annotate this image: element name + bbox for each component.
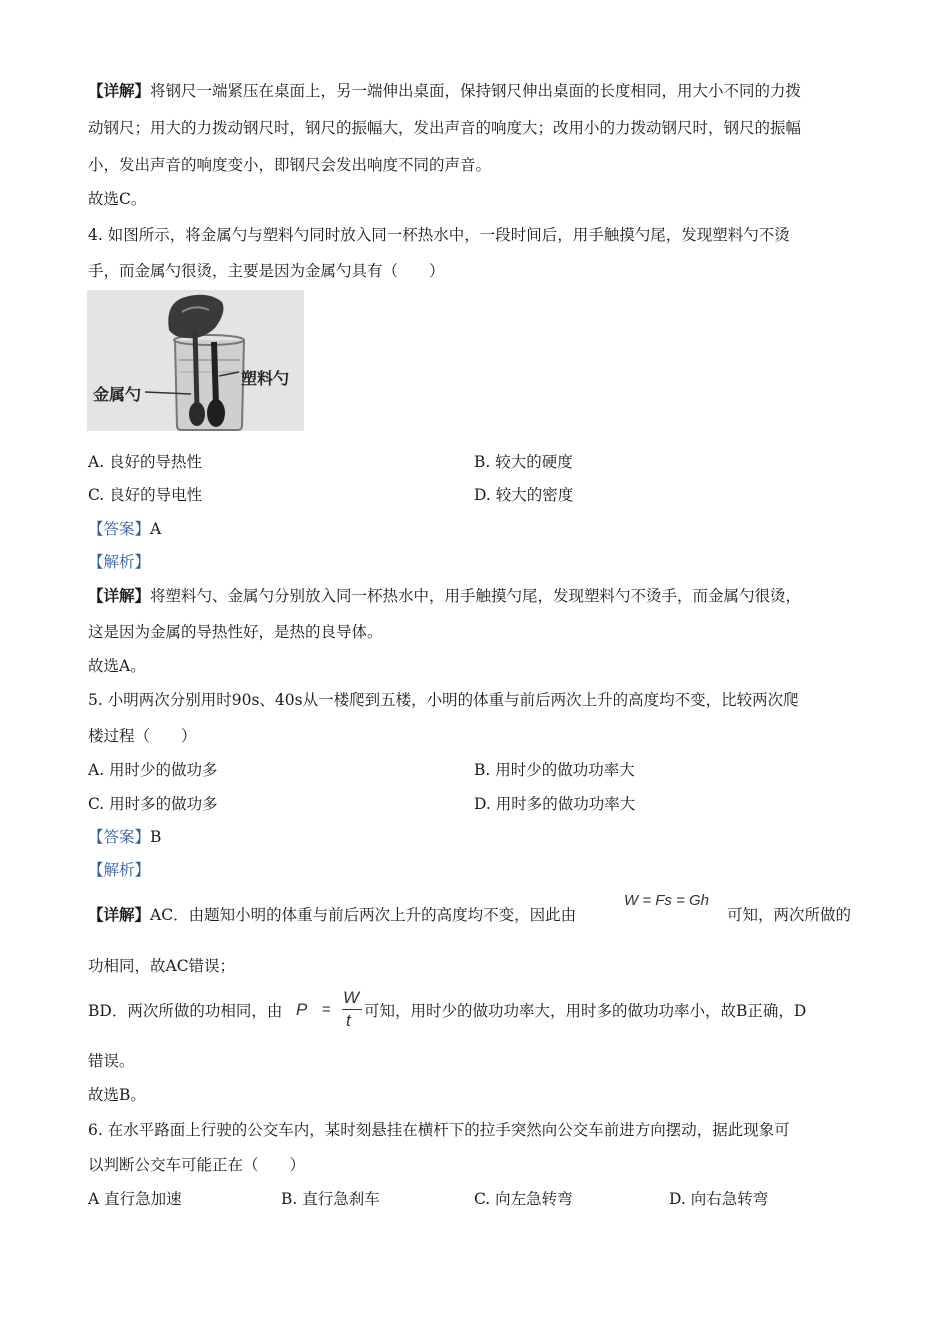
detail-text-line: 动钢尺；用大的力拨动钢尺时，钢尺的振幅大，发出声音的响度大；改用小的力拨动钢尺时，钢尺的振幅 bbox=[88, 119, 802, 137]
question-4-stem: 4. 如图所示，将金属勺与塑料勺同时放入同一杯热水中，一段时间后，用手触摸勺尾，发现塑料勺不烫 bbox=[88, 226, 790, 244]
question-5-detail-ac bbox=[88, 905, 576, 925]
question-6-option-d: D. 向右急转弯 bbox=[669, 1190, 769, 1208]
detail-text-tail: 可知，用时少的做功功率大，用时多的做功功率小，故B正确，D bbox=[364, 1002, 807, 1020]
detail-text-tail: 可知，两次所做的 bbox=[727, 906, 852, 924]
question-4-stem-cont: 手，而金属勺很烫，主要是因为金属勺具有（ ） bbox=[88, 262, 445, 280]
question-4-option-a: A. 良好的导热性 bbox=[88, 453, 203, 471]
question-5-answer bbox=[88, 827, 161, 847]
question-4-option-d: D. 较大的密度 bbox=[474, 486, 574, 504]
question-5-option-a: A. 用时少的做功多 bbox=[88, 761, 218, 779]
question-5-option-c: C. 用时多的做功多 bbox=[88, 795, 218, 813]
fraction-bar bbox=[342, 1009, 362, 1010]
question-5-stem-cont: 楼过程（ ） bbox=[88, 727, 197, 745]
detail-text-line: 小，发出声音的响度变小，即钢尺会发出响度不同的声音。 bbox=[88, 156, 492, 174]
question-5-option-d: D. 用时多的做功功率大 bbox=[474, 795, 636, 813]
question-5-conclusion: 故选B。 bbox=[88, 1086, 146, 1104]
answer-value: B bbox=[150, 828, 162, 846]
work-formula: W = Fs = Gh bbox=[624, 892, 710, 909]
question-5-stem: 5. 小明两次分别用时90s、40s从一楼爬到五楼，小明的体重与前后两次上升的高度均不变，比较两次爬 bbox=[88, 691, 799, 709]
question-4-conclusion: 故选A。 bbox=[88, 657, 146, 675]
detail-tag: 【详解】 bbox=[88, 905, 151, 924]
question-4-option-b: B. 较大的硬度 bbox=[474, 453, 573, 471]
fraction-numerator: W bbox=[343, 988, 360, 1007]
beaker-illustration bbox=[87, 290, 304, 431]
question-4-detail bbox=[88, 586, 801, 606]
equals-sign: = bbox=[322, 1001, 331, 1018]
fraction-denominator: t bbox=[346, 1011, 351, 1030]
question-4-detail-cont: 这是因为金属的导热性好，是热的良导体。 bbox=[88, 623, 383, 641]
answer-tag: 【答案】 bbox=[88, 828, 151, 846]
conclusion: 故选C。 bbox=[88, 190, 147, 208]
question-5-option-b: B. 用时少的做功功率大 bbox=[474, 761, 635, 779]
question-6-option-b: B. 直行急刹车 bbox=[281, 1190, 380, 1208]
question-6-stem-cont: 以判断公交车可能正在（ ） bbox=[88, 1156, 306, 1174]
spoons-in-beaker-figure bbox=[87, 290, 304, 431]
question-6-option-c: C. 向左急转弯 bbox=[474, 1190, 573, 1208]
detail-paragraph bbox=[88, 81, 801, 101]
plastic-spoon-label: 塑料勺 bbox=[241, 369, 290, 388]
question-5-detail-ac-cont: 功相同，故AC错误； bbox=[88, 957, 236, 975]
answer-value: A bbox=[150, 520, 162, 538]
question-4-option-c: C. 良好的导电性 bbox=[88, 486, 203, 504]
metal-spoon-label: 金属勺 bbox=[93, 385, 142, 404]
question-5-detail-bd-cont: 错误。 bbox=[88, 1052, 135, 1070]
question-5-detail-bd: BD．两次所做的功相同，由 bbox=[88, 1002, 283, 1020]
question-4-analysis-tag: 【解析】 bbox=[88, 553, 151, 571]
power-symbol: P bbox=[296, 1000, 308, 1019]
detail-text: AC．由题知小明的体重与前后两次上升的高度均不变，因此由 bbox=[150, 906, 577, 924]
detail-tag: 【详解】 bbox=[88, 81, 151, 100]
question-4-answer bbox=[88, 519, 161, 539]
detail-text: 将塑料勺、金属勺分别放入同一杯热水中，用手触摸勺尾，发现塑料勺不烫手，而金属勺很烫， bbox=[150, 587, 802, 605]
detail-text: 将钢尺一端紧压在桌面上，另一端伸出桌面，保持钢尺伸出桌面的长度相同，用大小不同的力拨 bbox=[150, 82, 802, 100]
question-5-analysis-tag: 【解析】 bbox=[88, 861, 151, 879]
answer-tag: 【答案】 bbox=[88, 520, 151, 538]
detail-tag: 【详解】 bbox=[88, 586, 151, 605]
question-6-stem: 6. 在水平路面上行驶的公交车内，某时刻悬挂在横杆下的拉手突然向公交车前进方向摆动，据此现象可 bbox=[88, 1121, 790, 1139]
question-6-option-a: A 直行急加速 bbox=[88, 1190, 182, 1208]
